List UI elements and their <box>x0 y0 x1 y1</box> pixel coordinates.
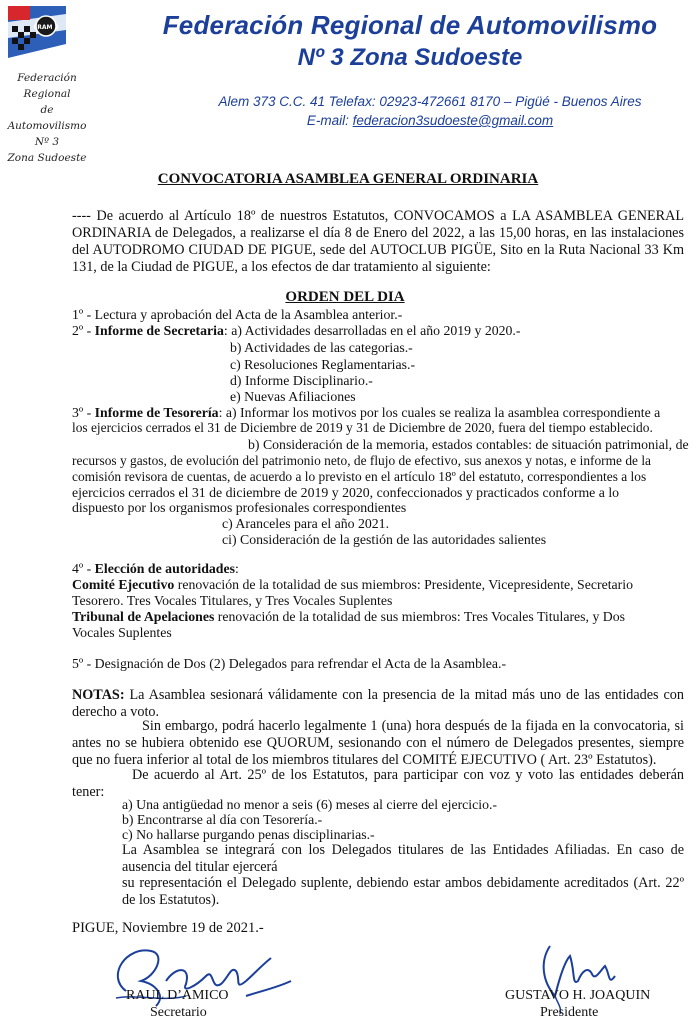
agenda-subitem: b) Actividades de las categorias.- <box>230 340 413 355</box>
logo-badge-text: FRAM 3 <box>33 24 59 31</box>
agenda-item-4 <box>72 561 239 577</box>
agenda-item-2 <box>72 323 520 339</box>
tribunal-text: renovación de la totalidad de sus miembros: Tres Vocales Titulares, y Dos <box>214 609 626 624</box>
federation-logo <box>6 4 68 60</box>
notas-paragraph <box>72 687 684 721</box>
agenda-subitem: ci) Consideración de la gestión de las autoridades salientes <box>222 532 547 547</box>
integration-paragraph-2: su representación el Delegado suplente, debiendo estar ambos debidamente acreditados (Art. 22º de los Estatutos). <box>122 875 684 908</box>
letterhead-email <box>170 113 690 128</box>
item-label: Elección de autoridades <box>94 561 235 576</box>
agenda-subitem: d) Informe Disciplinario.- <box>230 373 373 388</box>
agenda-item-3-line: recursos y gastos, de evolución del patrimonio neto, de flujo de efectivo, sus anexos y notas, e informe de la <box>72 453 651 468</box>
item-number: 3º - <box>72 405 95 420</box>
condition-item: b) Encontrarse al día con Tesorería.- <box>122 812 323 827</box>
agenda-item-3-line: los ejercicios cerrados el 31 de Diciembre de 2019 y 31 de Diciembre de 2020, fuera del tiempo establecido. <box>72 420 653 435</box>
agenda-item-5: 5º - Designación de Dos (2) Delegados para refrendar el Acta de la Asamblea.- <box>72 656 507 671</box>
agenda-subitem: c) Resoluciones Reglamentarias.- <box>230 357 416 372</box>
integration-paragraph: La Asamblea se integrará con los Delegados titulares de las Entidades Afiliadas. En caso de ausencia del titular ejercerá <box>122 842 684 875</box>
item-label: Informe de Secretaria <box>94 323 224 338</box>
agenda-item-3-line: dispuesto por los organismos profesionales correspondientes <box>72 500 407 515</box>
signature-name: RAUL D’AMICO <box>126 988 229 1003</box>
place-date: PIGUE, Noviembre 19 de 2021.- <box>72 920 264 936</box>
quorum-paragraph: Sin embargo, podrá hacerlo legalmente 1 (una) hora después de la fijada en la convocatoria, si antes no se hubiera obtenido ese QUORUM, sesionando con el número de Delegados presentes, siempre que no fuera inferior al total de los miembros titulares del COMITÉ EJECUTIVO ( Art. 23º Estatutos). <box>72 718 684 768</box>
signature-role: Secretario <box>150 1005 207 1020</box>
requirements-paragraph: De acuerdo al Art. 25º de los Estatutos, para participar con voz y voto las entidades deberán tener: <box>72 767 684 800</box>
tribunal-line-2: Vocales Suplentes <box>72 625 172 640</box>
agenda-item-3 <box>72 405 660 421</box>
agenda-title: ORDEN DEL DIA <box>285 289 405 305</box>
agenda-item-3-line: b) Consideración de la memoria, estados contables: de situación patrimonial, de <box>248 437 689 452</box>
notas-text: La Asamblea sesionará válidamente con la presencia de la mitad más uno de las entidades con derecho a voto. <box>72 687 684 720</box>
tribunal-line <box>72 609 625 625</box>
letterhead-subtitle: Nº 3 Zona Sudoeste <box>297 44 523 71</box>
letterhead-address: Alem 373 C.C. 41 Telefax: 02923-472661 8170 – Pigüé - Buenos Aires <box>218 94 642 109</box>
agenda-item-1: 1º - Lectura y aprobación del Acta de la Asamblea anterior.- <box>72 307 403 322</box>
notas-label: NOTAS: <box>72 687 125 703</box>
agenda-item-3-line: comisión revisora de cuentas, de acuerdo a lo previsto en el artículo 18º del estatuto, correspondientes a los <box>72 469 647 484</box>
side-label-line: Federación Regional <box>17 72 77 100</box>
tribunal-label: Tribunal de Apelaciones <box>72 609 215 624</box>
agenda-subitem: c) Aranceles para el año 2021. <box>222 516 390 531</box>
email-label: E-mail: <box>306 113 353 128</box>
item-colon: : <box>234 561 239 576</box>
item-text: : a) Actividades desarrolladas en el año 2019 y 2020.- <box>223 323 521 338</box>
signature-role: Presidente <box>540 1005 599 1020</box>
comite-line <box>72 577 633 593</box>
condition-item: a) Una antigüedad no menor a seis (6) meses al cierre del ejercicio.- <box>122 797 498 812</box>
item-text: : a) Informar los motivos por los cuales se realiza la asamblea correspondiente a <box>218 405 661 420</box>
president-signature <box>520 936 630 1016</box>
condition-item: c) No hallarse purgando penas disciplinarias.- <box>122 827 375 842</box>
item-number: 4º - <box>72 561 95 576</box>
comite-line-2: Tesorero. Tres Vocales Titulares, y Tres Vocales Suplentes <box>72 593 393 608</box>
item-number: 2º - <box>72 323 95 338</box>
side-label-line: Nº 3 <box>34 136 60 148</box>
comite-text: renovación de la totalidad de sus miembros: Presidente, Vicepresidente, Secretario <box>174 577 633 592</box>
document-heading: CONVOCATORIA ASAMBLEA GENERAL ORDINARIA <box>157 171 539 187</box>
agenda-subitem: e) Nuevas Afiliaciones <box>230 389 356 404</box>
comite-label: Comité Ejecutivo <box>72 577 175 592</box>
side-label <box>2 70 92 166</box>
signature-name: GUSTAVO H. JOAQUIN <box>505 988 651 1003</box>
secretary-signature <box>96 936 296 1016</box>
intro-paragraph: ---- De acuerdo al Artículo 18º de nuestros Estatutos, CONVOCAMOS a LA ASAMBLEA GENERAL ORDINARIA de Delegados, a realizarse el día 8 de Enero del 2022, a las 15,00 horas, en las instalaciones del AUTODROMO CIUDAD DE PIGUE, sede del AUTOCLUB PIGÜE, Sito en la Ruta Nacional 33 Km 131, de la Ciudad de PIGUE, a los efectos de dar tratamiento al siguiente: <box>72 208 684 275</box>
side-label-line: de Automovilismo <box>7 104 87 132</box>
email-link[interactable]: federacion3sudoeste@gmail.com <box>352 113 554 128</box>
letterhead-title: Federación Regional de Automovilismo <box>162 10 658 40</box>
side-label-line: Zona Sudoeste <box>7 152 87 164</box>
item-label: Informe de Tesorería <box>94 405 219 420</box>
agenda-item-3-line: ejercicios cerrados el 31 de diciembre de 2019 y 2020, confeccionados y practicados conforme a lo <box>72 485 620 500</box>
